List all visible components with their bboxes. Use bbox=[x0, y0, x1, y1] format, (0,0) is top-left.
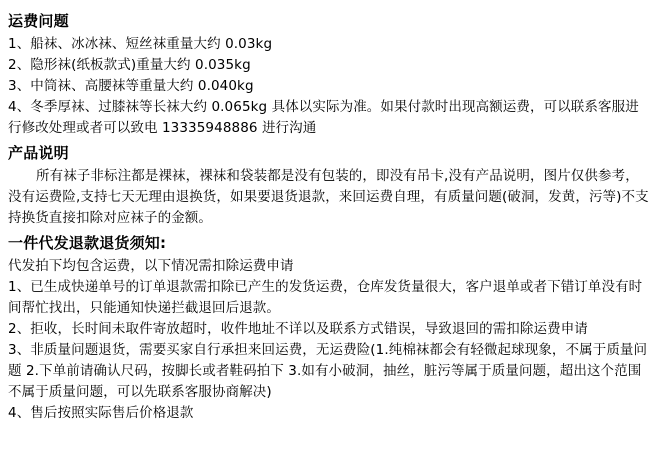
shipping-line-3: 3、中筒袜、高腰袜等重量大约 0.040kg bbox=[8, 78, 254, 94]
section-dropship-refund bbox=[8, 232, 652, 424]
section-title-product-description: 产品说明 bbox=[8, 144, 69, 162]
dropship-intro-line: 代发拍下均包含运费，以下情况需扣除运费申请 bbox=[8, 258, 294, 274]
dropship-rule-1: 1、已生成快递单号的订单退款需扣除已产生的发货运费，仓库发货量很大，客户退单或者下错订单没有时间帮忙找出，只能通知快递拦截退回后退款。 bbox=[8, 279, 643, 316]
shipping-line-2: 2、隐形袜(纸板款式)重量大约 0.035kg bbox=[8, 57, 251, 73]
dropship-rule-3: 3、非质量问题退货，需要买家自行承担来回运费，无运费险(1.纯棉袜都会有轻微起球现象，不属于质量问题 2.下单前请确认尺码，按脚长或者鞋码拍下 3.如有小破洞，抽丝，脏污等属于质量问题，超出这个范围不属于质量问题，可以先联系客服协商解决) bbox=[8, 342, 648, 400]
section-product-description bbox=[8, 142, 652, 229]
shipping-line-4: 4、冬季厚袜、过膝袜等长袜大约 0.065kg 具体以实际为准。如果付款时出现高额运费，可以联系客服进行修改处理或者可以致电 13335948886 进行沟通 bbox=[8, 99, 639, 136]
shipping-line-1: 1、船袜、冰冰袜、短丝袜重量大约 0.03kg bbox=[8, 36, 273, 52]
dropship-rule-4: 4、售后按照实际售后价格退款 bbox=[8, 405, 194, 421]
section-title-shipping: 运费问题 bbox=[8, 12, 69, 30]
product-description-paragraph: 所有袜子非标注都是裸袜，裸袜和袋装都是没有包装的，即没有吊卡,没有产品说明，图片仅供参考，没有运费险,支持七天无理由退换货，如果要退货退款，来回运费自理，有质量问题(破洞，发黄，污等)不支持换货直接扣除对应袜子的金额。 bbox=[8, 168, 649, 226]
dropship-rule-2: 2、拒收，长时间未取件寄放超时，收件地址不详以及联系方式错误，导致退回的需扣除运费申请 bbox=[8, 321, 588, 337]
section-title-dropship-refund: 一件代发退款退货须知: bbox=[8, 234, 167, 252]
section-shipping bbox=[8, 10, 652, 139]
